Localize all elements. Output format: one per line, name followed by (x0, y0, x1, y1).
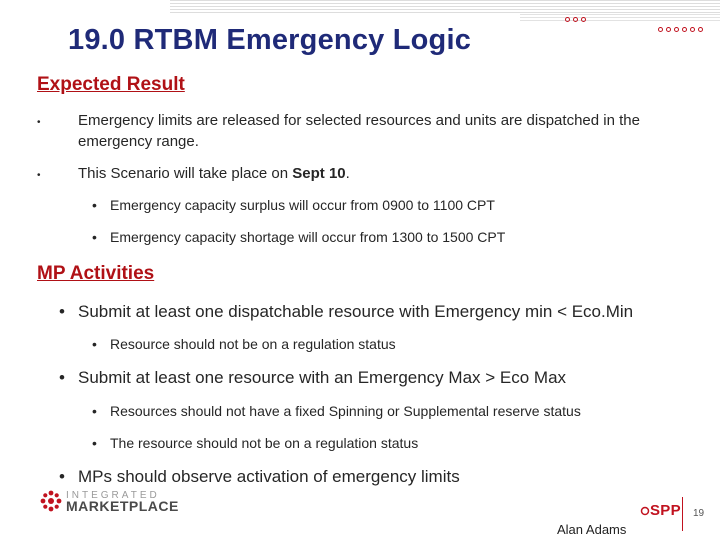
expected-result-heading: Expected Result (37, 74, 185, 95)
surplus-subitem: Emergency capacity surplus will occur from 0900 to 1100 CPT (110, 197, 495, 213)
footer-divider (682, 497, 683, 531)
spp-logo-text: SPP (650, 502, 681, 519)
logo-text-top: INTEGRATED (66, 490, 160, 501)
bullet: • (59, 368, 65, 387)
page-number: 19 (693, 508, 705, 519)
header-stripes (170, 0, 720, 14)
header-stripes-secondary (520, 14, 720, 22)
scenario-date: Sept 10 (292, 165, 346, 182)
mp-activity-1: Submit at least one dispatchable resource with Emergency min < Eco.Min (78, 302, 634, 321)
mp-activity-1-sub: Resource should not be on a regulation status (110, 336, 396, 352)
presenter-name: Alan Adams (557, 522, 627, 537)
bullet: • (59, 467, 65, 486)
starburst-icon (40, 490, 62, 512)
expected-result-item-2: This Scenario will take place on Sept 10. (78, 165, 350, 182)
bullet: • (92, 403, 97, 419)
bullet: • (59, 302, 65, 321)
bullet: • (37, 170, 41, 181)
slide-title: 19.0 RTBM Emergency Logic (68, 24, 472, 56)
bullet: • (37, 117, 41, 128)
decorative-dots-right (658, 27, 703, 32)
bullet: • (92, 435, 97, 451)
shortage-subitem: Emergency capacity shortage will occur from 1300 to 1500 CPT (110, 229, 506, 245)
mp-activity-2: Submit at least one resource with an Emergency Max > Eco Max (78, 368, 567, 387)
mp-activity-2-sub-2: The resource should not be on a regulation status (110, 435, 419, 451)
mp-activity-3: MPs should observe activation of emergency limits (78, 467, 460, 486)
spp-swoosh-icon (640, 506, 650, 516)
bullet: • (92, 336, 97, 352)
decorative-dots-top (565, 17, 586, 22)
expected-result-item-1: Emergency limits are released for selected resources and units are dispatched in the emergency range. (78, 112, 640, 150)
bullet: • (92, 229, 97, 245)
bullet: • (92, 197, 97, 213)
integrated-marketplace-logo (40, 490, 179, 512)
mp-activities-heading: MP Activities (37, 263, 155, 284)
spp-logo (640, 502, 681, 519)
mp-activity-2-sub-1: Resources should not have a fixed Spinning or Supplemental reserve status (110, 403, 581, 419)
logo-text-bottom: MARKETPLACE (66, 498, 179, 514)
